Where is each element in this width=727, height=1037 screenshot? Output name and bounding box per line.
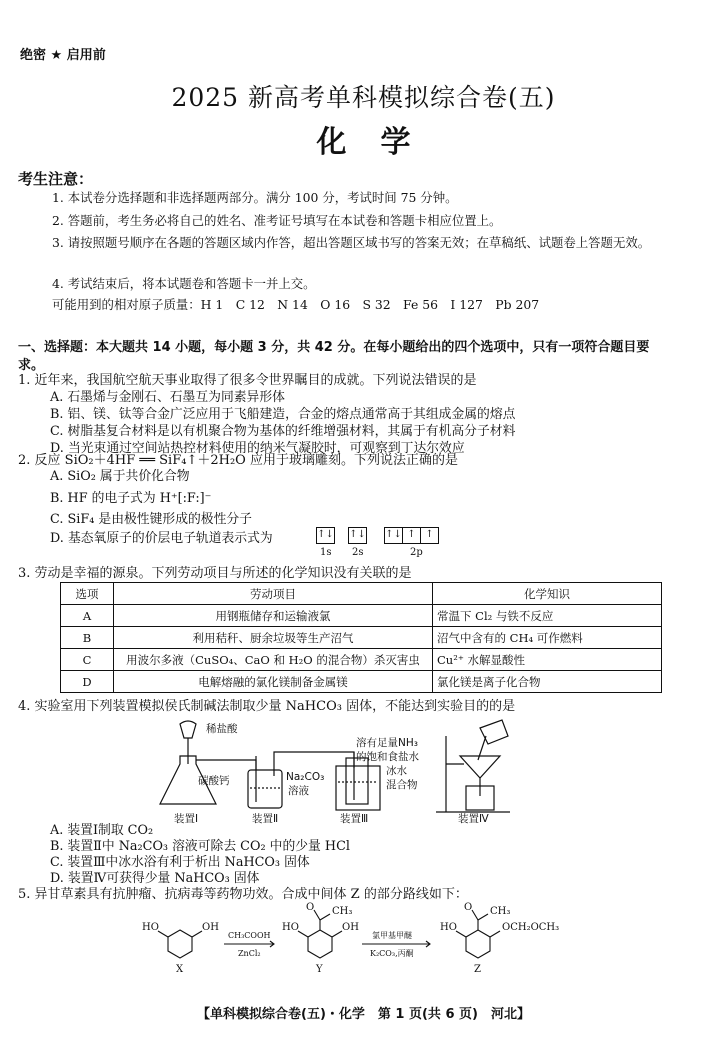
confidential-mark: 绝密 ★ 启用前 [20, 48, 106, 63]
label-nh3-line1: 溶有足量NH₃ [356, 737, 418, 749]
orbital-label-1s: 1s [320, 547, 332, 558]
table-header: 化学知识 [433, 583, 662, 605]
y-o: O [306, 902, 315, 913]
label-x: X [176, 964, 184, 975]
wash-bottle [248, 770, 282, 808]
table-row [61, 649, 662, 671]
table-cell: 电解熔融的氯化镁制备金属镁 [114, 671, 433, 693]
question-2-option-a: A. SiO₂ 属于共价化合物 [50, 469, 190, 484]
table-header: 选项 [61, 583, 114, 605]
y-ch3: CH₃ [332, 906, 353, 917]
table-cell: C [61, 649, 114, 671]
exam-title: 2025 新高考单科模拟综合卷(五) [171, 83, 556, 112]
page-footer: 【单科模拟综合卷(五)・化学 第 1 页(共 6 页) 河北】 [197, 1007, 530, 1022]
question-1-option-b: B. 铝、镁、钛等合金广泛应用于飞船建造，合金的熔点通常高于其组成金属的熔点 [50, 407, 516, 422]
notice-item: 4. 考试结束后，将本试题卷和答题卡一并上交。 [52, 276, 316, 291]
question-4-option-b: B. 装置Ⅱ中 Na₂CO₃ 溶液可除去 CO₂ 中的少量 HCl [50, 839, 350, 854]
section-heading: 一、选择题：本大题共 14 小题，每小题 3 分，共 42 分。在每小题给出的四个选项中，只有一项符合题目要求。 [18, 340, 650, 373]
orbital-label-2s: 2s [352, 547, 364, 558]
ring-y [308, 930, 332, 958]
question-1-stem: 1. 近年来，我国航空航天事业取得了很多令世界瞩目的成就。下列说法错误的是 [18, 373, 477, 388]
reagent-2-top: 氯甲基甲醚 [372, 931, 412, 940]
ring-z [466, 930, 490, 958]
reagent-1-bottom: ZnCl₂ [238, 949, 261, 958]
table-cell: 沼气中含有的 CH₄ 可作燃料 [433, 627, 662, 649]
table-cell: 氯化镁是离子化合物 [433, 671, 662, 693]
label-device-1: 装置Ⅰ [174, 813, 199, 825]
notice-item: 2. 答题前，考生务必将自己的姓名、准考证号填写在本试卷和答题卡相应位置上。 [52, 213, 502, 228]
reagent-1-top: CH₃COOH [228, 931, 271, 940]
label-solution: 溶液 [288, 785, 309, 797]
notice-item: 1. 本试卷分选择题和非选择题两部分。满分 100 分，考试时间 75 分钟。 [52, 190, 458, 205]
z-ch3: CH₃ [490, 906, 511, 917]
label-device-2: 装置Ⅱ [252, 813, 279, 825]
table-row [61, 671, 662, 693]
x-ho: HO [142, 922, 159, 933]
label-nh3-line2: 的饱和食盐水 [356, 751, 419, 763]
table-row [61, 627, 662, 649]
label-caco3: 碳酸钙 [198, 775, 230, 787]
label-device-4: 装置Ⅳ [458, 813, 489, 825]
question-3-stem: 3. 劳动是幸福的源泉。下列劳动项目与所述的化学知识没有关联的是 [18, 566, 412, 581]
separatory-funnel [180, 721, 196, 738]
table-cell: D [61, 671, 114, 693]
question-4-option-d: D. 装置Ⅳ可获得少量 NaHCO₃ 固体 [50, 871, 260, 886]
table-cell: 用钢瓶储存和运输液氯 [114, 605, 433, 627]
atomic-masses: 可能用到的相对原子质量：H 1 C 12 N 14 O 16 S 32 Fe 56 I 127 Pb 207 [52, 297, 540, 312]
z-och2och3: OCH₂OCH₃ [502, 922, 560, 933]
table-row [61, 605, 662, 627]
orbital-box-1s: ↑↓ [316, 527, 335, 544]
label-y: Y [316, 964, 323, 975]
table-cell: 常温下 Cl₂ 与铁不反应 [433, 605, 662, 627]
label-ice-1: 冰水 [386, 765, 407, 777]
question-1-option-d: D. 当光束通过空间站热控材料使用的纳米气凝胶时，可观察到丁达尔效应 [50, 441, 465, 456]
apparatus-diagram [140, 716, 530, 826]
y-ho: HO [282, 922, 299, 933]
label-acid: 稀盐酸 [206, 723, 238, 735]
notice-heading: 考生注意： [18, 170, 94, 188]
orbital-box-2s: ↑↓ [348, 527, 367, 544]
subject-title: 化学 [316, 125, 445, 160]
y-oh: OH [342, 922, 359, 933]
notice-item: 3. 请按照题号顺序在各题的答题区域内作答，超出答题区域书写的答案无效；在草稿纸、试题卷上答题无效。 [52, 235, 651, 250]
z-o: O [464, 902, 473, 913]
label-device-3: 装置Ⅲ [340, 813, 369, 825]
question-4-option-a: A. 装置Ⅰ制取 CO₂ [50, 823, 154, 838]
ring-x [168, 930, 192, 958]
x-oh: OH [202, 922, 219, 933]
inner-tube [346, 758, 368, 804]
table-header-row [61, 583, 662, 605]
question-4-option-c: C. 装置Ⅲ中冰水浴有利于析出 NaHCO₃ 固体 [50, 855, 310, 870]
label-na2co3: Na₂CO₃ [286, 771, 325, 783]
synthesis-route [140, 900, 600, 980]
question-2-option-d: D. 基态氧原子的价层电子轨道表示式为 [50, 531, 273, 546]
question-1-option-c: C. 树脂基复合材料是以有机聚合物为基体的纤维增强材料，其属于有机高分子材料 [50, 424, 516, 439]
question-3-table [60, 582, 662, 693]
filter-funnel [460, 756, 500, 778]
label-ice-2: 混合物 [386, 779, 418, 791]
orbital-box-2p: ↑ [421, 527, 439, 544]
question-1-option-a: A. 石墨烯与金刚石、石墨互为同素异形体 [50, 390, 285, 405]
table-cell: 利用秸秆、厨余垃圾等生产沼气 [114, 627, 433, 649]
orbital-box-2p: ↑↓ [384, 527, 403, 544]
orbital-box-2p: ↑ [403, 527, 421, 544]
question-5-stem: 5. 异甘草素具有抗肿瘤、抗病毒等药物功效。合成中间体 Z 的部分路线如下： [18, 887, 468, 902]
question-4-stem: 4. 实验室用下列装置模拟侯氏制碱法制取少量 NaHCO₃ 固体，不能达到实验目的的是 [18, 699, 516, 714]
table-header: 劳动项目 [114, 583, 433, 605]
question-2-option-b: B. HF 的电子式为 H⁺[:F:]⁻ [50, 491, 212, 506]
table-cell: B [61, 627, 114, 649]
table-cell: Cu²⁺ 水解显酸性 [433, 649, 662, 671]
reagent-2-bottom: K₂CO₃,丙酮 [370, 949, 414, 958]
question-2-option-c: C. SiF₄ 是由极性键形成的极性分子 [50, 512, 252, 527]
label-z: Z [474, 964, 481, 975]
z-ho: HO [440, 922, 457, 933]
orbital-label-2p: 2p [410, 547, 423, 558]
table-cell: 用波尔多液（CuSO₄、CaO 和 H₂O 的混合物）杀灭害虫 [114, 649, 433, 671]
question-2-stem: 2. 反应 SiO₂＋4HF ══ SiF₄↑＋2H₂O 应用于玻璃雕刻。下列说法正确的是 [18, 453, 458, 468]
table-cell: A [61, 605, 114, 627]
